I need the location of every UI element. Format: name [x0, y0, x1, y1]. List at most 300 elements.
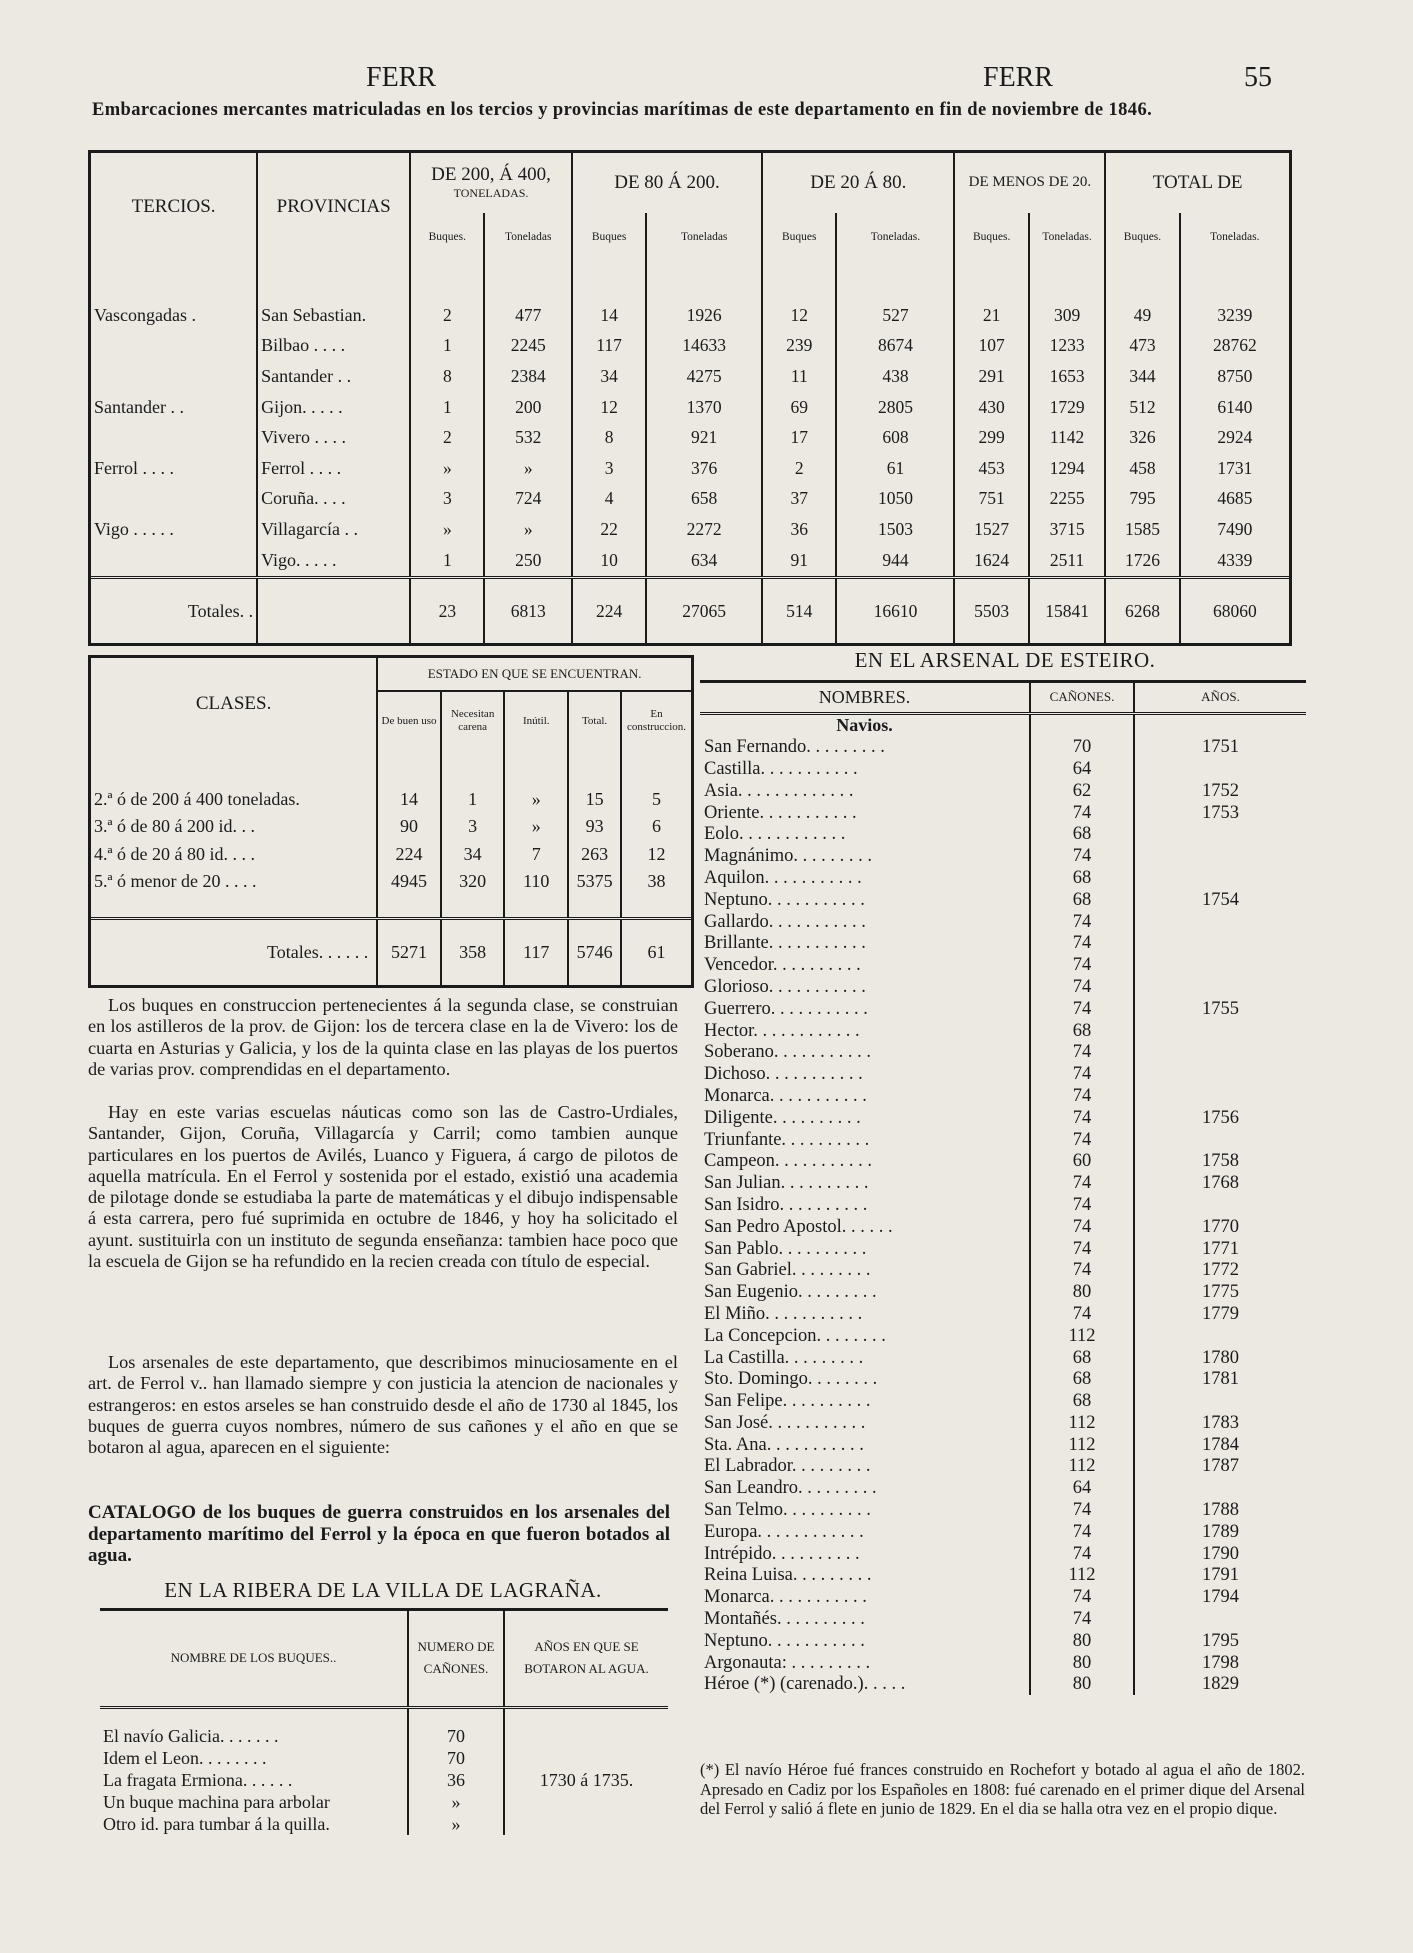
canones-cell: 74 — [1030, 1521, 1134, 1543]
canones-cell: 74 — [1030, 1586, 1134, 1608]
table-row — [700, 802, 1306, 824]
merchant-vessels-table — [88, 150, 1292, 646]
value-cell: 49 — [1105, 300, 1179, 331]
value-cell: 795 — [1105, 484, 1179, 515]
subheader: Buques. — [1105, 213, 1179, 262]
year-cell: 1754 — [1134, 889, 1306, 911]
canones-cell: 74 — [1030, 1216, 1134, 1238]
value-cell: 477 — [484, 300, 571, 331]
group-sublabel: TONELADAS. — [453, 186, 529, 201]
ship-name: Magnánimo. . . . . . . . . — [704, 846, 873, 867]
totals-label: Totales. . — [91, 578, 257, 643]
value-cell: 634 — [646, 545, 762, 578]
value-cell: 224 — [377, 840, 441, 867]
value-cell: 1585 — [1105, 514, 1179, 545]
value-cell: 3 — [410, 484, 484, 515]
canones-cell: » — [408, 1813, 504, 1835]
value-cell: 3 — [441, 813, 505, 840]
value-cell: 1 — [410, 392, 484, 423]
value-cell: 7 — [504, 840, 568, 867]
total-cell: 27065 — [646, 578, 762, 643]
table-row — [91, 361, 1289, 392]
value-cell: 1926 — [646, 300, 762, 331]
value-cell: 1731 — [1180, 453, 1289, 484]
value-cell: 2 — [762, 453, 836, 484]
ship-name: Reina Luisa. . . . . . . . . — [704, 1565, 872, 1586]
value-cell: 2805 — [836, 392, 954, 423]
canones-cell: 74 — [1030, 1303, 1134, 1325]
subheader: Inútil. — [504, 691, 568, 750]
ship-name: Un buque machina para arbolar — [103, 1791, 330, 1812]
year-cell — [1134, 1041, 1306, 1063]
table-row — [700, 1586, 1306, 1608]
value-cell: 299 — [954, 422, 1028, 453]
canones-cell: 80 — [1030, 1630, 1134, 1652]
value-cell: 239 — [762, 331, 836, 362]
value-cell: 2245 — [484, 331, 571, 362]
tercio-cell — [91, 484, 257, 515]
table-row — [91, 514, 1289, 545]
total-cell: 5746 — [568, 919, 621, 985]
total-cell: 5271 — [377, 919, 441, 985]
value-cell: 724 — [484, 484, 571, 515]
years-cell: 1730 á 1735. — [504, 1725, 668, 1835]
ship-name: El Miño. . . . . . . . . . . — [704, 1303, 863, 1324]
year-cell — [1134, 1194, 1306, 1216]
table-row — [91, 840, 691, 867]
value-cell: 1726 — [1105, 545, 1179, 578]
paragraph: Los arsenales de este departamento, que describimos minuciosamente en el art. de Ferrol v.. han llamado siempre y con justicia la atencion de nacionales y estrangeros: en estos arseles se han construido desde el año de 1730 al 1845, los buques de guerra cuyos nombres, número de sus cañones y el año en que se botaron al agua, aparecen en el siguiente: — [88, 1352, 678, 1458]
table-row — [91, 331, 1289, 362]
group-label: DE 200, Á 400, — [431, 164, 551, 186]
ship-name: San Leandro. . . . . . . . . — [704, 1478, 877, 1499]
canones-cell: 112 — [1030, 1412, 1134, 1434]
year-cell: 1787 — [1134, 1456, 1306, 1478]
year-cell: 1795 — [1134, 1630, 1306, 1652]
year-cell — [1134, 1477, 1306, 1499]
col-nombres: NOMBRES. — [818, 687, 911, 708]
canones-cell: 74 — [1030, 1238, 1134, 1260]
ship-name: La fragata Ermiona. . . . . . — [103, 1769, 293, 1790]
value-cell: 3715 — [1029, 514, 1106, 545]
value-cell: 2255 — [1029, 484, 1106, 515]
table-row — [91, 453, 1289, 484]
tercio-cell — [91, 545, 257, 578]
year-cell: 1768 — [1134, 1172, 1306, 1194]
value-cell: 12 — [572, 392, 646, 423]
value-cell: 17 — [762, 422, 836, 453]
value-cell: 69 — [762, 392, 836, 423]
year-cell: 1780 — [1134, 1347, 1306, 1369]
value-cell: 320 — [441, 868, 505, 895]
value-cell: 12 — [621, 840, 691, 867]
canones-cell: 36 — [408, 1769, 504, 1791]
canones-cell: 68 — [1030, 889, 1134, 911]
year-cell — [1134, 911, 1306, 933]
year-cell — [1134, 1063, 1306, 1085]
col-anos: AÑOS EN QUE SE BOTARON AL AGUA. — [504, 1611, 668, 1707]
year-cell: 1784 — [1134, 1434, 1306, 1456]
value-cell: 1527 — [954, 514, 1028, 545]
total-cell: 15841 — [1029, 578, 1106, 643]
canones-cell: 70 — [408, 1747, 504, 1769]
value-cell: 37 — [762, 484, 836, 515]
value-cell: 532 — [484, 422, 571, 453]
total-cell: 16610 — [836, 578, 954, 643]
table-row — [700, 932, 1306, 954]
canones-cell: 64 — [1030, 758, 1134, 780]
provincia-cell: Coruña. . . . — [257, 484, 410, 515]
value-cell: 438 — [836, 361, 954, 392]
value-cell: 14 — [377, 786, 441, 813]
table-row — [91, 545, 1289, 578]
table-row — [700, 1347, 1306, 1369]
value-cell: 4945 — [377, 868, 441, 895]
ship-name: Brillante. . . . . . . . . . . — [704, 933, 866, 954]
table-row — [700, 976, 1306, 998]
value-cell: 6140 — [1180, 392, 1289, 423]
ship-name: El navío Galicia. . . . . . . — [103, 1725, 279, 1746]
col-anos: AÑOS. — [1134, 683, 1306, 713]
subheader: Buques — [572, 213, 646, 262]
value-cell: 658 — [646, 484, 762, 515]
year-cell — [1134, 1020, 1306, 1042]
year-cell: 1753 — [1134, 802, 1306, 824]
running-head-center: FERR — [983, 62, 1054, 93]
ship-name: Eolo. . . . . . . . . . . . — [704, 824, 846, 845]
year-cell: 1758 — [1134, 1150, 1306, 1172]
paragraph: Los buques en construccion pertenecientes á la segunda clase, se construian en los astilleros de la prov. de Gijon: los de tercera clase en la de Vivero: los de cuarta en Asturias y Galicia, y los de la quinta clase en las playas de los puertos de varias prov. comprendidas en el departamento. — [88, 995, 678, 1079]
col-tercios: TERCIOS. — [131, 196, 216, 218]
ship-name: Monarca. . . . . . . . . . . — [704, 1587, 867, 1608]
footnote: (*) El navío Héroe fué frances construido en Rochefort y botado al agua el año de 1802. Apresado en Cadiz por los Españoles en 1808: fué carenado en el primer dique del Arsenal del Ferrol y salió á flete en junio de 1829. En el dia se halla otra vez en el propio dique. — [700, 1760, 1305, 1818]
value-cell: 8 — [410, 361, 484, 392]
ship-name: Glorioso. . . . . . . . . . . — [704, 976, 866, 997]
value-cell: 1142 — [1029, 422, 1106, 453]
ship-name: Aquilon. . . . . . . . . . . — [704, 867, 862, 888]
group-header — [410, 153, 572, 213]
year-cell: 1755 — [1134, 998, 1306, 1020]
subheader: Toneladas — [646, 213, 762, 262]
table-row — [91, 422, 1289, 453]
provincia-cell: Vivero . . . . — [257, 422, 410, 453]
totals-label: Totales. . . . . . — [91, 919, 377, 985]
value-cell: 1370 — [646, 392, 762, 423]
value-cell: 5 — [621, 786, 691, 813]
table-row — [91, 392, 1289, 423]
value-cell: 5375 — [568, 868, 621, 895]
arsenal-title: EN EL ARSENAL DE ESTEIRO. — [854, 648, 1156, 672]
year-cell: 1751 — [1134, 736, 1306, 758]
ship-name: Héroe (*) (carenado.). . . . . — [704, 1674, 906, 1695]
table-row — [700, 1521, 1306, 1543]
value-cell: 3239 — [1180, 300, 1289, 331]
value-cell: 21 — [954, 300, 1028, 331]
canones-cell: 62 — [1030, 780, 1134, 802]
ship-name: San Felipe. . . . . . . . . . — [704, 1391, 871, 1412]
estado-header: ESTADO EN QUE SE ENCUENTRAN. — [377, 658, 691, 691]
group-header: DE MENOS DE 20. — [954, 153, 1105, 213]
total-cell: 68060 — [1180, 578, 1289, 643]
provincia-cell: San Sebastian. — [257, 300, 410, 331]
canones-cell: 68 — [1030, 867, 1134, 889]
section-label: Navios. — [836, 715, 893, 736]
table-row — [700, 954, 1306, 976]
value-cell: 200 — [484, 392, 571, 423]
ship-name: Diligente. . . . . . . . . . — [704, 1107, 861, 1128]
canones-cell: 68 — [1030, 823, 1134, 845]
ship-name: San Julian. . . . . . . . . . — [704, 1173, 869, 1194]
canones-cell: 74 — [1030, 1129, 1134, 1151]
value-cell: » — [504, 786, 568, 813]
table-row — [91, 300, 1289, 331]
subheader: Toneladas. — [1180, 213, 1289, 262]
total-cell: 224 — [572, 578, 646, 643]
table-row — [700, 1652, 1306, 1674]
ship-name: Guerrero. . . . . . . . . . . — [704, 998, 868, 1019]
total-cell: 61 — [621, 919, 691, 985]
ship-name: La Castilla. . . . . . . . . — [704, 1347, 864, 1368]
ribera-table — [100, 1608, 668, 1861]
canones-cell: 112 — [1030, 1565, 1134, 1587]
value-cell: 527 — [836, 300, 954, 331]
table-row — [700, 736, 1306, 758]
ship-name: La Concepcion. . . . . . . . — [704, 1325, 886, 1346]
canones-cell: 74 — [1030, 1194, 1134, 1216]
value-cell: 12 — [762, 300, 836, 331]
table-row — [700, 1456, 1306, 1478]
total-cell: 117 — [504, 919, 568, 985]
canones-cell: 74 — [1030, 1041, 1134, 1063]
value-cell: 1 — [410, 331, 484, 362]
col-provincias: PROVINCIAS — [257, 153, 410, 262]
value-cell: 473 — [1105, 331, 1179, 362]
value-cell: 4 — [572, 484, 646, 515]
year-cell: 1779 — [1134, 1303, 1306, 1325]
year-cell: 1770 — [1134, 1216, 1306, 1238]
year-cell: 1775 — [1134, 1281, 1306, 1303]
table-row — [700, 911, 1306, 933]
year-cell — [1134, 867, 1306, 889]
value-cell: 36 — [762, 514, 836, 545]
provincia-cell: Villagarcía . . — [257, 514, 410, 545]
value-cell: 1050 — [836, 484, 954, 515]
year-cell — [1134, 932, 1306, 954]
value-cell: 34 — [441, 840, 505, 867]
value-cell: 2924 — [1180, 422, 1289, 453]
provincia-cell: Gijon. . . . . — [257, 392, 410, 423]
canones-cell: 74 — [1030, 1085, 1134, 1107]
subheader: Toneladas. — [836, 213, 954, 262]
provincia-cell: Bilbao . . . . — [257, 331, 410, 362]
table-row — [700, 1565, 1306, 1587]
value-cell: 1 — [441, 786, 505, 813]
value-cell: 2272 — [646, 514, 762, 545]
table-row — [700, 867, 1306, 889]
year-cell: 1771 — [1134, 1238, 1306, 1260]
canones-cell: 112 — [1030, 1434, 1134, 1456]
value-cell: 430 — [954, 392, 1028, 423]
value-cell: 512 — [1105, 392, 1179, 423]
table-row — [700, 1630, 1306, 1652]
total-cell: 6268 — [1105, 578, 1179, 643]
ship-name: Oriente. . . . . . . . . . . — [704, 802, 857, 823]
value-cell: 110 — [504, 868, 568, 895]
canones-cell: 70 — [408, 1725, 504, 1747]
canones-cell: 68 — [1030, 1347, 1134, 1369]
vessel-classes-table — [88, 655, 694, 988]
value-cell: 8750 — [1180, 361, 1289, 392]
canones-cell: 74 — [1030, 1063, 1134, 1085]
col-clases: CLASES. — [195, 693, 272, 715]
subheader: Buques. — [954, 213, 1028, 262]
ship-name: Sta. Ana. . . . . . . . . . . — [704, 1434, 864, 1455]
value-cell: 453 — [954, 453, 1028, 484]
canones-cell: 80 — [1030, 1652, 1134, 1674]
canones-cell: 64 — [1030, 1477, 1134, 1499]
table-row — [700, 1020, 1306, 1042]
table-row — [700, 1238, 1306, 1260]
value-cell: 6 — [621, 813, 691, 840]
value-cell: 1624 — [954, 545, 1028, 578]
table-row — [700, 1063, 1306, 1085]
table-row — [700, 1543, 1306, 1565]
canones-cell: 74 — [1030, 998, 1134, 1020]
table-row — [700, 889, 1306, 911]
table-row — [700, 1107, 1306, 1129]
subheader: Buques — [762, 213, 836, 262]
ship-name: Europa. . . . . . . . . . . . — [704, 1521, 864, 1542]
value-cell: 250 — [484, 545, 571, 578]
value-cell: 28762 — [1180, 331, 1289, 362]
value-cell: 10 — [572, 545, 646, 578]
value-cell: 1 — [410, 545, 484, 578]
total-cell: 514 — [762, 578, 836, 643]
year-cell: 1752 — [1134, 780, 1306, 802]
table-row — [700, 1325, 1306, 1347]
tercio-cell: Santander . . — [94, 396, 184, 417]
ship-name: Campeon. . . . . . . . . . . — [704, 1151, 873, 1172]
table-row — [700, 1172, 1306, 1194]
value-cell: 34 — [572, 361, 646, 392]
year-cell — [1134, 1390, 1306, 1412]
value-cell: 4685 — [1180, 484, 1289, 515]
canones-cell: 80 — [1030, 1674, 1134, 1696]
subheader: Toneladas — [484, 213, 571, 262]
value-cell: » — [484, 453, 571, 484]
ship-name: Monarca. . . . . . . . . . . — [704, 1085, 867, 1106]
provincia-cell: Ferrol . . . . — [257, 453, 410, 484]
ship-name: San Isidro. . . . . . . . . . — [704, 1194, 868, 1215]
value-cell: 4275 — [646, 361, 762, 392]
total-cell: 358 — [441, 919, 505, 985]
value-cell: » — [410, 453, 484, 484]
ship-name: Otro id. para tumbar á la quilla. — [103, 1813, 330, 1834]
table-row — [91, 813, 691, 840]
ship-name: Gallardo. . . . . . . . . . . — [704, 911, 866, 932]
ship-name: Neptuno. . . . . . . . . . . — [704, 889, 865, 910]
value-cell: 4339 — [1180, 545, 1289, 578]
table-row — [700, 1281, 1306, 1303]
value-cell: 2511 — [1029, 545, 1106, 578]
clase-label: 2.ª ó de 200 á 400 toneladas. — [94, 789, 300, 810]
tercio-cell: Vigo . . . . . — [94, 519, 174, 540]
value-cell: 344 — [1105, 361, 1179, 392]
table-row — [700, 1499, 1306, 1521]
ship-name: San Gabriel. . . . . . . . . — [704, 1260, 871, 1281]
table-row — [700, 1368, 1306, 1390]
canones-cell: 68 — [1030, 1020, 1134, 1042]
total-cell: 23 — [410, 578, 484, 643]
clase-label: 5.ª ó menor de 20 . . . . — [94, 870, 257, 891]
year-cell: 1756 — [1134, 1107, 1306, 1129]
canones-cell: 74 — [1030, 932, 1134, 954]
canones-cell: 74 — [1030, 802, 1134, 824]
subheader: Buques. — [410, 213, 484, 262]
subheader: Total. — [568, 691, 621, 750]
table-row — [100, 1725, 668, 1747]
table-row — [91, 484, 1289, 515]
value-cell: 11 — [762, 361, 836, 392]
canones-cell: 74 — [1030, 1107, 1134, 1129]
canones-cell: 74 — [1030, 1259, 1134, 1281]
value-cell: 2 — [410, 422, 484, 453]
year-cell — [1134, 1325, 1306, 1347]
ship-name: Montañés. . . . . . . . . . — [704, 1609, 865, 1630]
canones-cell: 68 — [1030, 1368, 1134, 1390]
value-cell: 14633 — [646, 331, 762, 362]
ship-name: Asia. . . . . . . . . . . . . — [704, 780, 854, 801]
year-cell — [1134, 823, 1306, 845]
subheader: Toneladas. — [1029, 213, 1106, 262]
value-cell: 38 — [621, 868, 691, 895]
ship-name: El Labrador. . . . . . . . . — [704, 1456, 871, 1477]
year-cell: 1783 — [1134, 1412, 1306, 1434]
table-row — [700, 780, 1306, 802]
table-row — [700, 1041, 1306, 1063]
year-cell: 1781 — [1134, 1368, 1306, 1390]
year-cell: 1798 — [1134, 1652, 1306, 1674]
page-subtitle: Embarcaciones mercantes matriculadas en los tercios y provincias marítimas de este departamento en fin de noviembre de 1846. — [92, 100, 1153, 120]
year-cell — [1134, 758, 1306, 780]
tercio-cell — [91, 361, 257, 392]
table-row — [700, 1608, 1306, 1630]
year-cell: 1789 — [1134, 1521, 1306, 1543]
table-row — [700, 1129, 1306, 1151]
year-cell — [1134, 1085, 1306, 1107]
value-cell: 14 — [572, 300, 646, 331]
value-cell: 61 — [836, 453, 954, 484]
subheader: Necesitan carena — [441, 691, 505, 750]
ship-name: San Pedro Apostol. . . . . . — [704, 1216, 893, 1237]
year-cell — [1134, 976, 1306, 998]
tercio-cell: Vascongadas . — [94, 304, 196, 325]
canones-cell: 112 — [1030, 1325, 1134, 1347]
table-row — [700, 758, 1306, 780]
ship-name: San Telmo. . . . . . . . . . — [704, 1500, 871, 1521]
value-cell: 921 — [646, 422, 762, 453]
canones-cell: 74 — [1030, 845, 1134, 867]
value-cell: 117 — [572, 331, 646, 362]
running-head-left: FERR — [366, 62, 437, 93]
value-cell: 1294 — [1029, 453, 1106, 484]
clase-label: 4.ª ó de 20 á 80 id. . . . — [94, 843, 255, 864]
value-cell: 944 — [836, 545, 954, 578]
value-cell: » — [504, 813, 568, 840]
value-cell: 263 — [568, 840, 621, 867]
table-row — [91, 868, 691, 895]
ship-name: Soberano. . . . . . . . . . . — [704, 1042, 871, 1063]
